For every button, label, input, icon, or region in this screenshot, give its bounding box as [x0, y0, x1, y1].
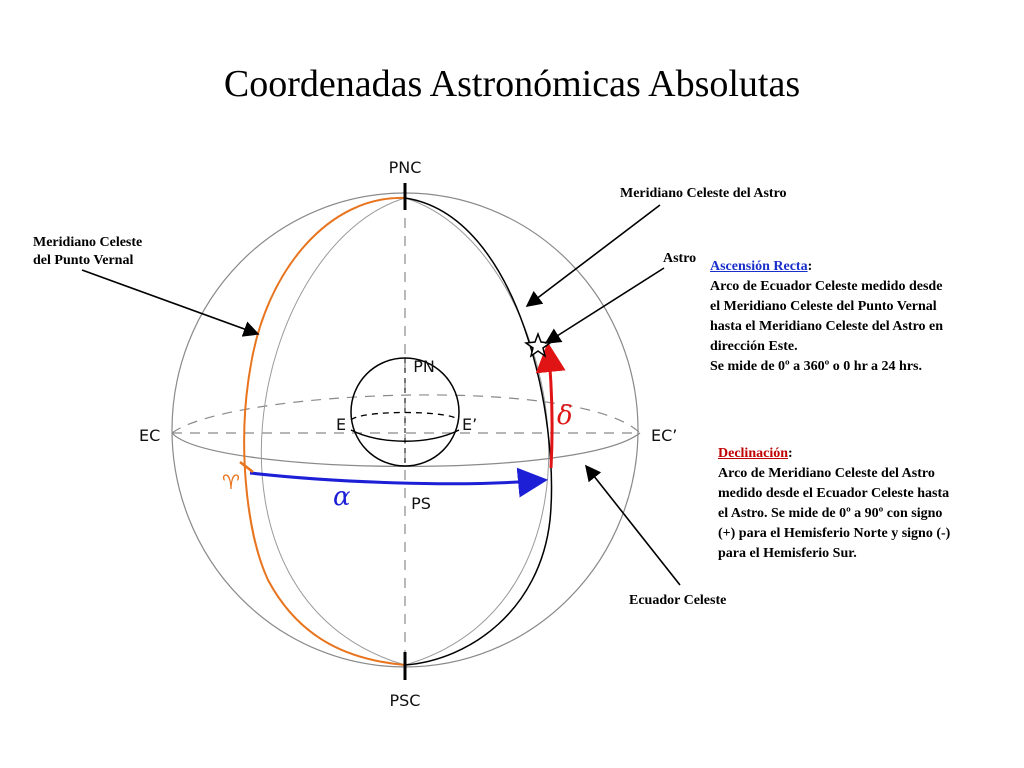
e-prime-label: E’: [462, 415, 478, 434]
declinacion-note: [718, 444, 1018, 564]
declinacion-heading: Declinación: [718, 446, 788, 461]
e-label: E: [336, 415, 347, 434]
ascension-colon: :: [807, 259, 813, 274]
right-ascension-arc: [250, 473, 545, 484]
ascension-line: dirección Este.: [710, 339, 798, 354]
ascension-heading-row: [710, 257, 1010, 277]
declinacion-heading-row: [718, 444, 1018, 464]
equator-pointer: [586, 466, 680, 585]
ascension-line: Arco de Ecuador Celeste medido desde: [710, 279, 943, 294]
gray-meridian-left: [261, 198, 405, 665]
astro-meridian: [405, 198, 551, 665]
page-title: Coordenadas Astronómicas Absolutas: [223, 63, 801, 105]
declinacion-line: medido desde el Ecuador Celeste hasta: [718, 486, 950, 501]
declinacion-colon: :: [788, 446, 793, 461]
pn-label: PN: [413, 357, 435, 376]
ec-prime-label: EC’: [651, 426, 678, 445]
ps-label: PS: [411, 494, 431, 513]
ascension-line: Se mide de 0º a 360º o 0 hr a 24 hrs.: [710, 359, 922, 374]
aries-symbol: ♈: [222, 470, 240, 494]
pnc-label: PNC: [388, 158, 422, 177]
ec-label: EC: [139, 426, 161, 445]
ascension-line: hasta el Meridiano Celeste del Astro en: [710, 319, 944, 334]
astro-pointer: [546, 268, 664, 343]
vernal-meridian-callout-line2: del Punto Vernal: [33, 253, 134, 268]
ascension-line: el Meridiano Celeste del Punto Vernal: [710, 299, 937, 314]
delta-symbol: δ: [557, 401, 573, 431]
ascension-note: [710, 257, 1010, 377]
alpha-symbol: α: [333, 482, 351, 512]
vernal-meridian: [244, 198, 405, 665]
vernal-meridian-callout: [33, 234, 142, 270]
vernal-meridian-callout-line1: Meridiano Celeste: [33, 235, 143, 250]
vernal-meridian-pointer: [82, 270, 258, 334]
ascension-heading: Ascensión Recta: [710, 259, 808, 274]
astro-star-icon: [526, 334, 550, 356]
astro-callout: Astro: [663, 251, 697, 266]
declinacion-line: para el Hemisferio Sur.: [718, 546, 857, 561]
astro-meridian-callout: Meridiano Celeste del Astro: [620, 186, 787, 201]
declinacion-line: (+) para el Hemisferio Norte y signo (-): [718, 526, 951, 541]
celestial-equator: [172, 433, 640, 466]
vernal-point-tick: [240, 462, 253, 472]
equator-callout: Ecuador Celeste: [629, 593, 727, 608]
declinacion-line: el Astro. Se mide de 0º a 90º con signo: [718, 506, 943, 521]
psc-label: PSC: [389, 691, 421, 710]
declinacion-line: Arco de Meridiano Celeste del Astro: [718, 466, 935, 481]
